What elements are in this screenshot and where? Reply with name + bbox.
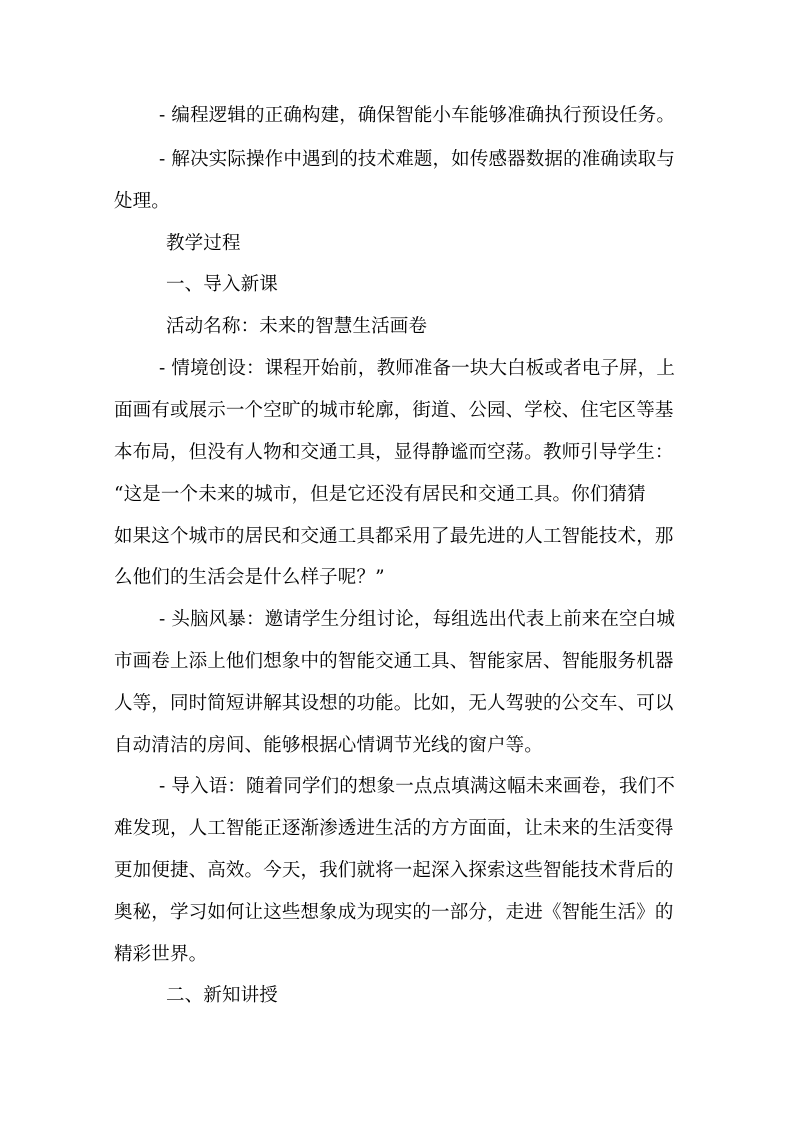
paragraph-scenario-line-1: - 情境创设：课程开始前，教师准备一块大白板或者电子屏，上 [159, 358, 675, 379]
bullet-technical-problems-cont: 处理。 [114, 191, 170, 212]
paragraph-scenario-line-2: 面画有或展示一个空旷的城市轮廓，街道、公园、学校、住宅区等基 [114, 400, 674, 421]
bullet-technical-problems: - 解决实际操作中遇到的技术难题，如传感器数据的准确读取与 [159, 149, 675, 170]
section-heading-intro: 一、导入新课 [166, 274, 278, 295]
bullet-programming-logic: - 编程逻辑的正确构建，确保智能小车能够准确执行预设任务。 [159, 105, 675, 126]
paragraph-scenario-line-4: “这是一个未来的城市，但是它还没有居民和交通工具。你们猜猜 [114, 484, 646, 505]
paragraph-intro-line-3: 更加便捷、高效。今天，我们就将一起深入探索这些智能技术背后的 [114, 860, 674, 881]
paragraph-scenario-line-6: 么他们的生活会是什么样子呢？” [114, 567, 385, 588]
section-heading-new-knowledge: 二、新知讲授 [166, 985, 278, 1006]
paragraph-brainstorm-line-3: 人等，同时简短讲解其设想的功能。比如，无人驾驶的公交车、可以 [114, 693, 674, 714]
section-heading-teaching-process: 教学过程 [166, 233, 241, 254]
paragraph-intro-line-2: 难发现，人工智能正逐渐渗透进生活的方方面面，让未来的生活变得 [114, 818, 674, 839]
paragraph-scenario-line-3: 本布局，但没有人物和交通工具，显得静谧而空荡。教师引导学生： [114, 442, 674, 463]
paragraph-intro-line-5: 精彩世界。 [114, 944, 208, 965]
paragraph-brainstorm-line-1: - 头脑风暴：邀请学生分组讨论，每组选出代表上前来在空白城 [159, 609, 675, 630]
paragraph-brainstorm-line-4: 自动清洁的房间、能够根据心情调节光线的窗户等。 [114, 735, 543, 756]
activity-name: 活动名称：未来的智慧生活画卷 [166, 316, 428, 337]
paragraph-intro-line-1: - 导入语：随着同学们的想象一点点填满这幅未来画卷，我们不 [159, 776, 675, 797]
paragraph-brainstorm-line-2: 市画卷上添上他们想象中的智能交通工具、智能家居、智能服务机器 [114, 651, 674, 672]
paragraph-intro-line-4: 奥秘，学习如何让这些想象成为现实的一部分，走进《智能生活》的 [114, 902, 674, 923]
paragraph-scenario-line-5: 如果这个城市的居民和交通工具都采用了最先进的人工智能技术，那 [114, 526, 674, 547]
